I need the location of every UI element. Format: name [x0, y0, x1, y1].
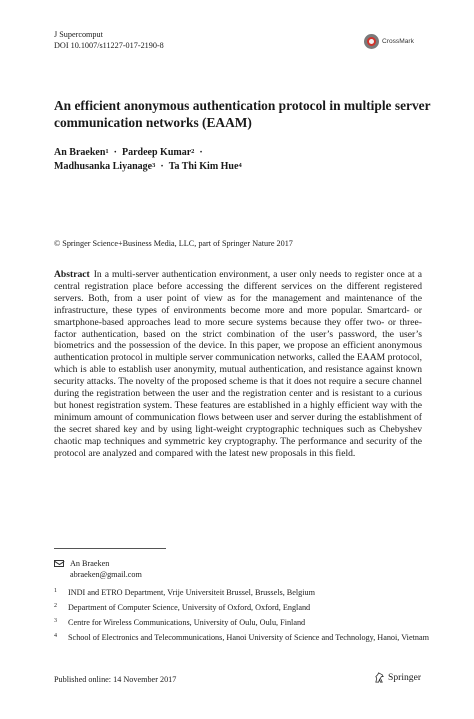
affiliation: [54, 602, 434, 613]
abstract-heading: Abstract: [54, 269, 90, 280]
corresponding-email[interactable]: abraeken@gmail.com: [70, 570, 142, 579]
crossmark-icon: [364, 34, 379, 49]
author-name: An Braeken: [54, 147, 106, 158]
corresponding-author-name: An Braeken: [70, 559, 110, 568]
author-list: [54, 146, 434, 174]
author-affiliation-mark: 4: [238, 162, 242, 169]
copyright-notice: © Springer Science+Business Media, LLC, part of Springer Nature 2017: [54, 239, 293, 248]
crossmark-badge[interactable]: [364, 34, 414, 49]
affiliation: [54, 632, 434, 643]
affiliation-text: School of Electronics and Telecommunications, Hanoi University of Science and Technology, Hanoi, Vietnam: [68, 633, 429, 642]
envelope-icon: [54, 560, 64, 567]
crossmark-label: CrossMark: [382, 38, 414, 45]
author-separator: ·: [199, 147, 203, 158]
author-name: Pardeep Kumar: [122, 147, 192, 158]
affiliation-number: 2: [54, 603, 57, 609]
publisher-name: Springer: [388, 672, 422, 683]
footnote-rule: [54, 548, 166, 549]
author-line-1: [54, 146, 434, 160]
springer-horse-icon: [374, 672, 385, 683]
affiliation: [54, 587, 434, 598]
paper-title: An efficient anonymous authentication protocol in multiple server communication networks (EAAM): [54, 98, 431, 130]
affiliation-text: INDI and ETRO Department, Vrije Universiteit Brussel, Brussels, Belgium: [68, 588, 315, 597]
affiliation-text: Centre for Wireless Communications, University of Oulu, Oulu, Finland: [68, 618, 306, 627]
correspondence: [54, 558, 142, 580]
doi[interactable]: DOI 10.1007/s11227-017-2190-8: [54, 41, 164, 50]
author-separator: ·: [160, 161, 164, 172]
abstract: [54, 269, 422, 460]
affiliation-text: Department of Computer Science, University of Oxford, Oxford, England: [68, 603, 311, 612]
author-name: Ta Thi Kim Hue: [168, 161, 239, 172]
abstract-text: In a multi-server authentication environment, a user only needs to register once at a central registration place before accessing the different services on the different registered servers. Both, from a user point of view as for the management and maintenance of the infrastructure, these types of environments become more and more popular. Smartcard- or smartphone-based approaches lead to more secure systems because they offer two- or three-factor authentication, based on the strict combination of the user’s password, the user’s biometrics and the possession of the device. In this paper, we propose an efficient anonymous authentication protocol in multiple server communication networks, called the EAAM protocol, which is able to establish user anonymity, mutual authentication, and resistance against known security attacks. The novelty of the proposed scheme is that it does not require a secure channel during the registration between the user and the registration center and is resistant to a curious but honest registration system. These features are established in a highly efficient way with the minimum amount of communication flows between user and server during the establishment of the secret shared key and by using light-weight cryptographic techniques such as Chebyshev chaotic map techniques and symmetric key cryptography. The performance and security of the protocol are analyzed and compared with the latest new proposals in this field.: [54, 269, 422, 459]
author-affiliation-mark: 3: [152, 162, 156, 169]
affiliation-number: 3: [54, 618, 57, 624]
author-name: Madhusanka Liyanage: [54, 161, 153, 172]
publisher-logo[interactable]: [374, 672, 421, 683]
affiliation: [54, 617, 434, 628]
affiliation-number: 4: [54, 633, 57, 639]
affiliation-number: 1: [54, 588, 57, 594]
author-affiliation-mark: 2: [191, 148, 195, 155]
published-date: Published online: 14 November 2017: [54, 675, 177, 684]
author-affiliation-mark: 1: [105, 148, 109, 155]
journal-header: [54, 29, 164, 51]
author-separator: ·: [113, 147, 117, 158]
journal-name: J Supercomput: [54, 30, 103, 39]
author-line-2: [54, 160, 434, 174]
